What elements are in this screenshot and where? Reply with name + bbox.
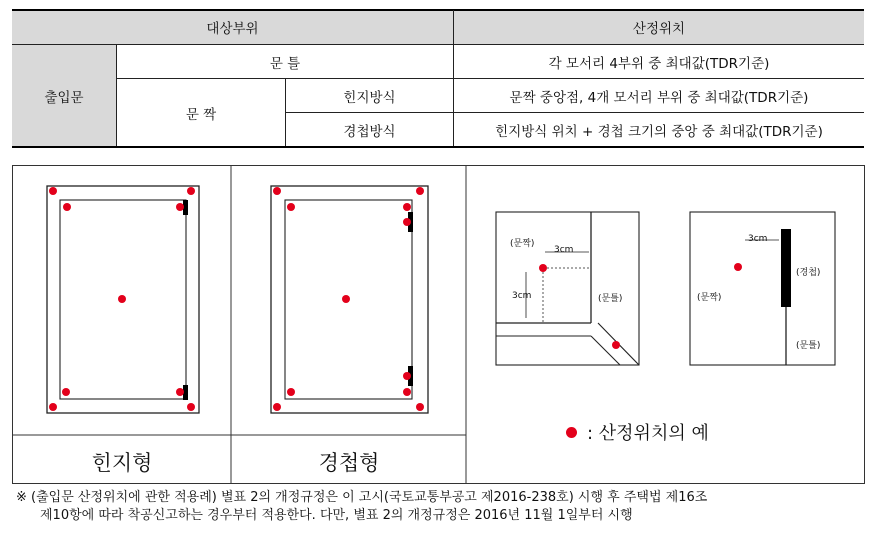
measurement-point <box>342 295 350 303</box>
butt-label: 경첩방식 <box>343 123 396 140</box>
measurement-point <box>416 403 424 411</box>
measurement-point <box>273 187 281 195</box>
frame-value: 각 모서리 4부위 중 최대값(TDR기준) <box>548 55 770 72</box>
detail2-dim: 3cm <box>748 234 768 244</box>
butt-hinge-bar <box>781 229 791 307</box>
detail2-leaf-label: (문짝) <box>697 293 722 303</box>
legend-text: : 산정위치의 예 <box>587 423 709 444</box>
measurement-point <box>403 372 411 380</box>
measurement-point <box>49 187 57 195</box>
measurement-point <box>49 403 57 411</box>
measurement-point <box>176 203 184 211</box>
header-location: 산정위치 <box>454 10 864 44</box>
legend <box>566 419 709 445</box>
hinge-value: 문짝 중앙점, 4개 모서리 부위 중 최대값(TDR기준) <box>509 89 809 106</box>
detail-dim-h: 3cm <box>554 245 574 255</box>
footnote-line-1: ※ (출입문 산정위치에 관한 적용례) 별표 2의 개정규정은 이 고시(국토교통부공고 제2016-238호) 시행 후 주택법 제16조 <box>16 490 708 505</box>
hinge-label: 힌지방식 <box>343 89 396 106</box>
measurement-point <box>176 388 184 396</box>
measurement-point <box>539 264 547 272</box>
measurement-point <box>187 187 195 195</box>
measurement-point <box>403 388 411 396</box>
measurement-point <box>187 403 195 411</box>
butt-caption: 경첩형 <box>318 451 380 475</box>
measurement-point <box>416 187 424 195</box>
measurement-point <box>273 403 281 411</box>
measurement-point <box>734 263 742 271</box>
frame-label: 문 틀 <box>269 55 301 72</box>
detail2-frame-label: (문틀) <box>796 341 821 351</box>
measurement-point <box>62 388 70 396</box>
legend-marker <box>566 427 577 438</box>
measurement-point <box>403 203 411 211</box>
detail-frame-label: (문틀) <box>598 294 623 304</box>
hinge-caption: 힌지형 <box>91 451 153 475</box>
footnote <box>16 489 866 525</box>
header-target: 대상부위 <box>12 10 453 44</box>
detail2-butt-label: (경첩) <box>796 268 821 278</box>
footnote-line-2: 제10항에 따라 착공신고하는 경우부터 적용한다. 다만, 별표 2의 개정규정은 2016년 11월 1일부터 시행 <box>40 508 633 523</box>
butt-value: 힌지방식 위치 + 경첩 크기의 중앙 중 최대값(TDR기준) <box>495 123 823 140</box>
leaf-label: 문 짝 <box>185 106 217 123</box>
detail-leaf-label: (문짝) <box>510 239 535 249</box>
detail-dim-v: 3cm <box>512 291 532 301</box>
row-group-door: 출입문 <box>12 45 116 146</box>
measurement-point <box>118 295 126 303</box>
measurement-point <box>403 218 411 226</box>
measurement-point <box>612 341 620 349</box>
measurement-point <box>287 203 295 211</box>
measurement-point <box>287 388 295 396</box>
measurement-point <box>63 203 71 211</box>
